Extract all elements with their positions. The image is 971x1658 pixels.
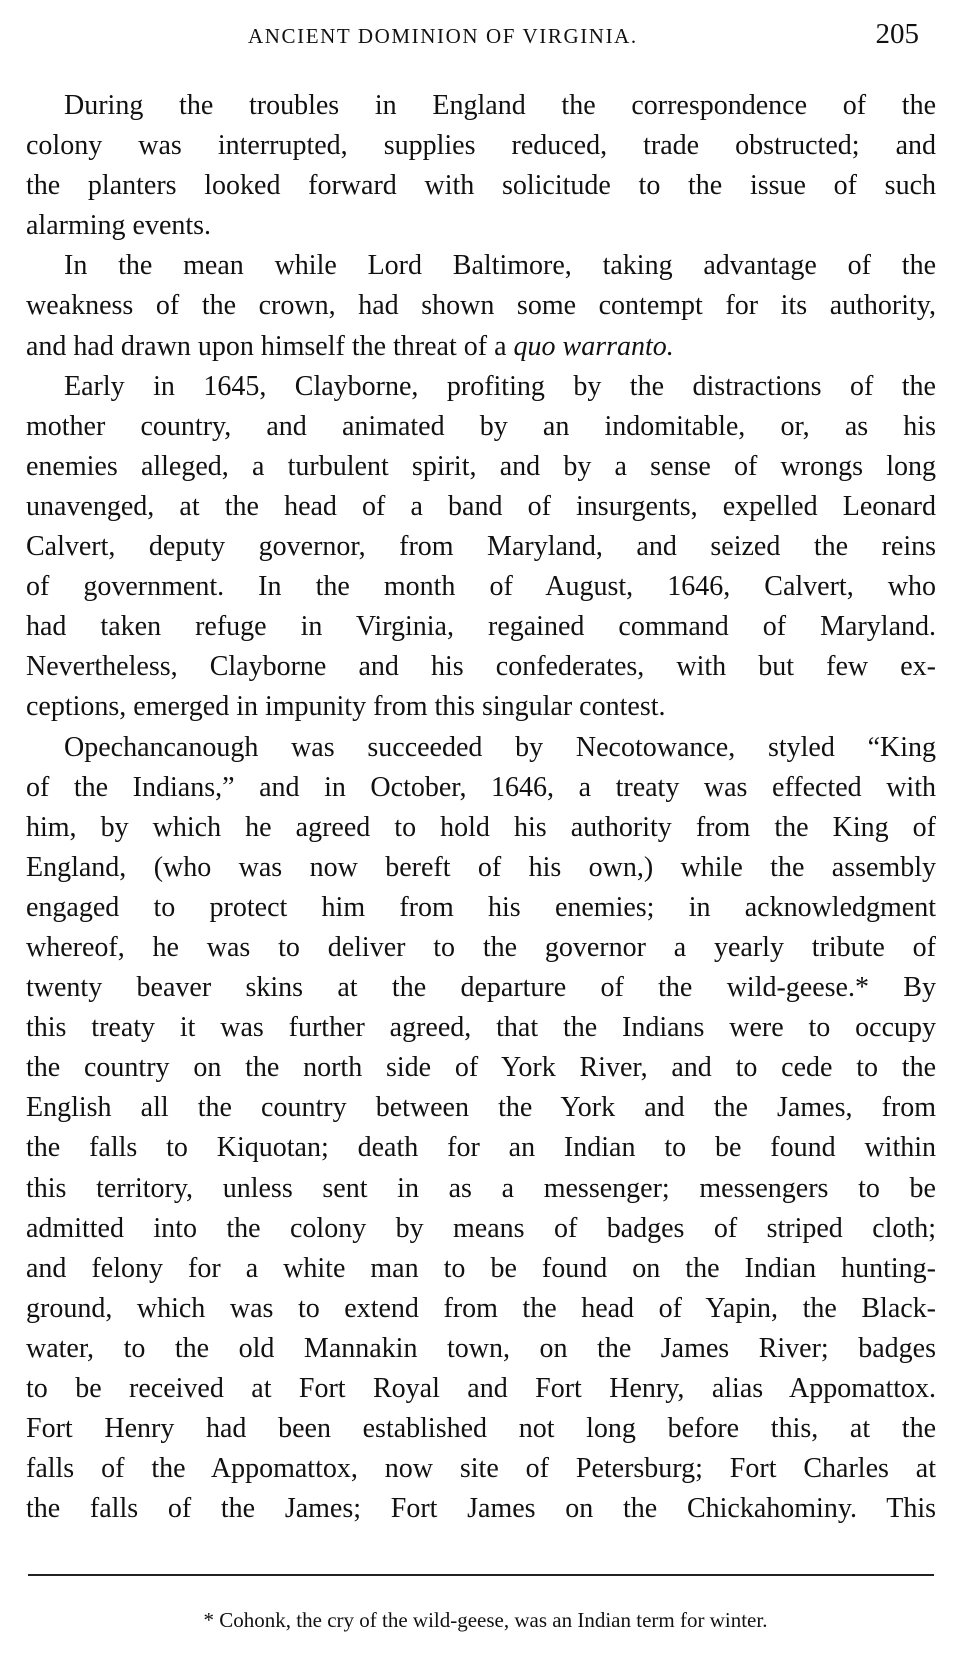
text-line: to be received at Fort Royal and Fort Henry, alias Appomattox. — [26, 1373, 936, 1404]
text-line: unavenged, at the head of a band of insurgents, expelled Leonard — [26, 490, 936, 522]
text-line: Early in 1645, Clayborne, profiting by the distractions of the — [64, 370, 936, 402]
text-line: this territory, unless sent in as a messenger; messengers to be — [26, 1172, 936, 1204]
text-line-with-italic — [26, 327, 936, 367]
text-line: engaged to protect him from his enemies; in acknowledgment — [26, 891, 936, 923]
text-line: the planters looked forward with solicitude to the issue of such — [26, 170, 936, 202]
text-line: alarming events. — [26, 210, 212, 242]
text-line: England, (who was now bereft of his own,) while the assembly — [26, 851, 936, 883]
text-line: of the Indians,” and in October, 1646, a treaty was effected with — [26, 771, 936, 803]
text-line: this treaty it was further agreed, that the Indians were to occupy — [26, 1012, 936, 1044]
text-line: the falls to Kiquotan; death for an Indian to be found within — [26, 1132, 936, 1164]
text-line: In the mean while Lord Baltimore, taking advantage of the — [64, 250, 936, 282]
text-line: Fort Henry had been established not long before this, at the — [26, 1413, 936, 1445]
text-line: ceptions, emerged in impunity from this singular contest. — [26, 691, 666, 723]
text-line: twenty beaver skins at the departure of the wild-geese.* By — [26, 972, 936, 1004]
footnote-divider — [28, 1574, 934, 1576]
text-line: ground, which was to extend from the head of Yapin, the Black- — [26, 1292, 936, 1324]
text-line: Calvert, deputy governor, from Maryland, and seized the reins — [26, 531, 936, 563]
text-line: the falls of the James; Fort James on the Chickahominy. This — [26, 1493, 936, 1525]
running-title: ANCIENT DOMINION OF VIRGINIA. — [248, 24, 638, 48]
text-line: Opechancanough was succeeded by Necotowance, styled “King — [64, 731, 936, 763]
text-line: and felony for a white man to be found on the Indian hunting- — [26, 1252, 936, 1284]
text-line: him, by which he agreed to hold his authority from the King of — [26, 811, 936, 843]
text-line: mother country, and animated by an indomitable, or, as his — [26, 410, 936, 442]
footnote: * Cohonk, the cry of the wild-geese, was an Indian term for winter. — [203, 1608, 768, 1632]
text-line: falls of the Appomattox, now site of Petersburg; Fort Charles at — [26, 1453, 936, 1485]
text-line: admitted into the colony by means of badges of striped cloth; — [26, 1212, 936, 1244]
text-line-lead: and had drawn upon himself the threat of a — [26, 330, 507, 362]
text-line: During the troubles in England the correspondence of the — [64, 90, 936, 121]
page-header — [0, 18, 971, 58]
text-line: had taken refuge in Virginia, regained command of Maryland. — [26, 611, 936, 643]
text-line: water, to the old Mannakin town, on the James River; badges — [26, 1332, 936, 1364]
text-line: English all the country between the York and the James, from — [26, 1092, 936, 1124]
text-line: colony was interrupted, supplies reduced, trade obstructed; and — [26, 130, 936, 162]
text-line: whereof, he was to deliver to the governor a yearly tribute of — [26, 931, 936, 963]
body-text — [26, 86, 936, 1529]
text-line: enemies alleged, a turbulent spirit, and by a sense of wrongs long — [26, 450, 936, 482]
text-line: the country on the north side of York River, and to cede to the — [26, 1052, 936, 1084]
text-line: of government. In the month of August, 1646, Calvert, who — [26, 571, 936, 603]
italic-phrase: quo warranto. — [513, 330, 674, 362]
page-number: 205 — [875, 18, 919, 50]
text-line: Nevertheless, Clayborne and his confederates, with but few ex- — [26, 651, 936, 683]
text-line: weakness of the crown, had shown some contempt for its authority, — [26, 290, 936, 322]
